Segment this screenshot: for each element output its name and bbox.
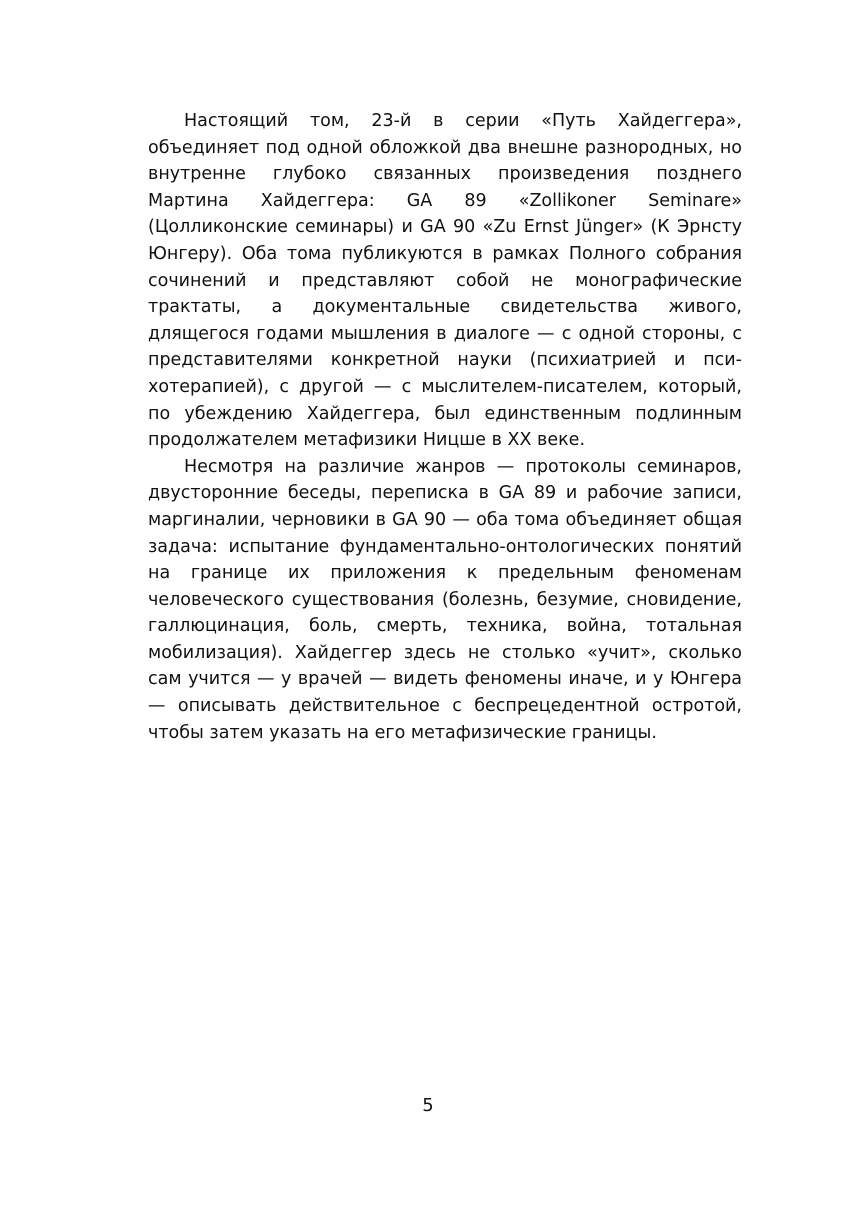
paragraph-2: Несмотря на различие жанров — протоколы семинаров, двусторонние беседы, переписка в GA 89 и рабочие записи, маргиналии, черновики в GA 90 — оба тома объединяет общая задача: испытание фундаментально-онтологических понятий на границе их приложения к предельным феноменам человеческого существования (болезнь, безумие, сновидение, галлюцинация, боль, смерть, техника, война, тотальная мобилизация). Хайдеггер здесь не столько «учит», сколько сам учится — у врачей — видеть феномены иначе, и у Юнгера — описывать действительное с беспрецедентной остротой, чтобы затем указать на его метафизические границы.	[148, 456, 742, 743]
body-text	[148, 108, 742, 746]
paragraph-1: Настоящий том, 23-й в серии «Путь Хайдеггера», объединяет под одной обложкой два внешне разнородных, но внутренне глубоко связанных произведения позднего Мартина Хайдеггера: GA 89 «Zollikoner Seminare» (Цолликонские семинары) и GA 90 «Zu Ernst Jünger» (К Эрнсту Юнгеру). Оба тома публикуются в рамках Полного собрания сочинений и представляют собой не монографические трактаты, а документальные свидетельства живого, длящегося годами мышления в диалоге — с одной стороны, с представителями конкретной науки (психиатрией и психотерапией), с другой — с мыслителем-писателем, который, по убеждению Хайдеггера, был единственным подлинным продолжателем метафизики Ницше в XX веке.	[148, 111, 742, 451]
page-number: 5	[422, 1095, 434, 1116]
